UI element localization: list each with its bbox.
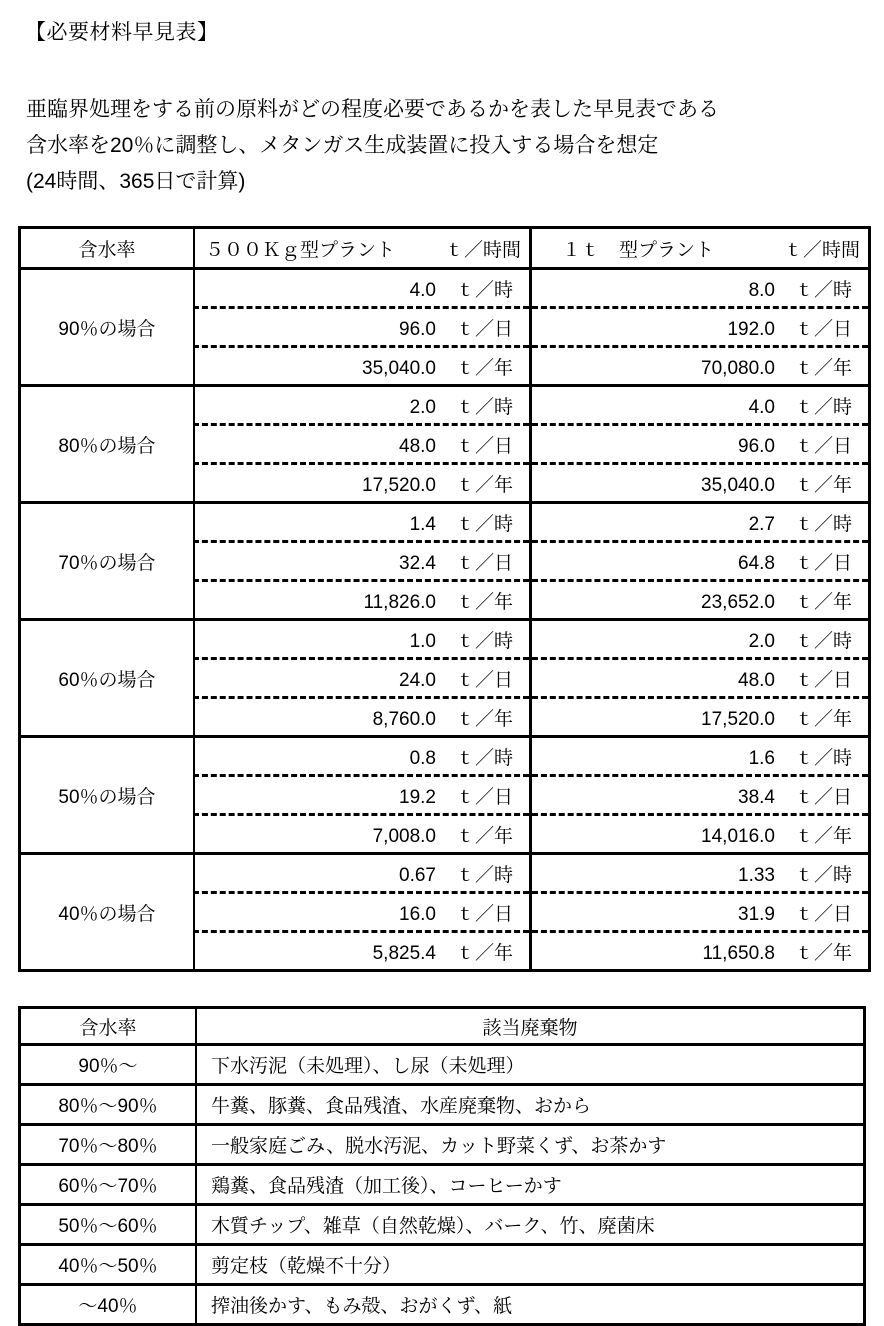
value: 11,650.8: [702, 942, 775, 964]
cell-50-500kg-hour: [194, 737, 531, 776]
value: 4.0: [409, 279, 436, 301]
value: 96.0: [738, 435, 775, 457]
unit-label: ｔ／日: [795, 552, 853, 574]
cell-40-1t-day: [531, 893, 870, 932]
waste-row-50-60: [20, 1205, 865, 1245]
moisture-label-40: 40％の場合: [20, 854, 195, 971]
row-70-hour: [20, 503, 870, 542]
page-title: 【必要材料早見表】: [25, 21, 219, 44]
range-label: ～40％: [20, 1285, 197, 1325]
unit-label: ｔ／時: [795, 513, 853, 535]
value: 14,016.0: [701, 825, 775, 847]
row-40-hour: [20, 854, 870, 893]
description-paragraph: [26, 92, 884, 200]
cell-60-500kg-hour: [194, 620, 531, 659]
unit-label: ｔ／時: [795, 396, 853, 418]
value: 35,040.0: [362, 357, 436, 379]
value: 17,520.0: [362, 474, 436, 496]
waste-row-40-50: [20, 1245, 865, 1285]
description-line-1: 亜臨界処理をする前の原料がどの程度必要であるかを表した早見表である: [26, 98, 719, 121]
unit-label: ｔ／年: [795, 357, 853, 379]
moisture-label-70: 70％の場合: [20, 503, 195, 620]
unit-label: ｔ／時: [456, 747, 514, 769]
unit-label: ｔ／時: [795, 279, 853, 301]
plant1t-name: １ｔ 型プラント: [562, 239, 715, 261]
description-line-2: 含水率を20％に調整し、メタンガス生成装置に投入する場合を想定: [26, 134, 659, 157]
unit-label: ｔ／時: [795, 630, 853, 652]
value: 96.0: [399, 318, 436, 340]
unit-label: ｔ／年: [456, 591, 514, 613]
plant1t-unit: ｔ／時間: [783, 239, 860, 261]
value: 35,040.0: [701, 474, 775, 496]
value: 2.7: [748, 513, 775, 535]
waste-category-table: [18, 1006, 866, 1326]
waste-list: 下水汚泥（未処理）、し尿（未処理）: [196, 1045, 865, 1085]
moisture-label-80: 80％の場合: [20, 386, 195, 503]
waste-table-header-row: [20, 1008, 865, 1045]
value: 24.0: [399, 669, 436, 691]
unit-label: ｔ／年: [456, 474, 514, 496]
unit-label: ｔ／日: [795, 318, 853, 340]
row-80-hour: [20, 386, 870, 425]
unit-label: ｔ／年: [795, 708, 853, 730]
value: 70,080.0: [701, 357, 775, 379]
value: 8,760.0: [372, 708, 436, 730]
unit-label: ｔ／日: [456, 903, 514, 925]
waste-row-90: [20, 1045, 865, 1085]
unit-label: ｔ／時: [456, 396, 514, 418]
cell-70-500kg-day: [194, 542, 531, 581]
value: 4.0: [748, 396, 775, 418]
cell-60-1t-year: [531, 698, 870, 737]
unit-label: ｔ／年: [795, 825, 853, 847]
value: 0.67: [399, 864, 436, 886]
cell-70-1t-hour: [531, 503, 870, 542]
unit-label: ｔ／日: [456, 669, 514, 691]
moisture-column-header: 含水率: [20, 1008, 197, 1045]
unit-label: ｔ／日: [456, 786, 514, 808]
range-label: 60％～70％: [20, 1165, 197, 1205]
plant-table-header-row: [20, 228, 870, 269]
value: 1.6: [748, 747, 775, 769]
cell-90-500kg-day: [194, 308, 531, 347]
waste-list: 鶏糞、食品残渣（加工後）、コーヒーかす: [196, 1165, 865, 1205]
range-label: 40％～50％: [20, 1245, 197, 1285]
cell-70-500kg-hour: [194, 503, 531, 542]
unit-label: ｔ／時: [795, 747, 853, 769]
unit-label: ｔ／日: [456, 552, 514, 574]
waste-list: 牛糞、豚糞、食品残渣、水産廃棄物、おから: [196, 1085, 865, 1125]
value: 32.4: [399, 552, 436, 574]
unit-label: ｔ／年: [456, 942, 514, 964]
cell-60-500kg-year: [194, 698, 531, 737]
value: 17,520.0: [701, 708, 775, 730]
cell-50-1t-hour: [531, 737, 870, 776]
cell-40-500kg-day: [194, 893, 531, 932]
cell-80-500kg-day: [194, 425, 531, 464]
cell-80-1t-hour: [531, 386, 870, 425]
waste-row-60-70: [20, 1165, 865, 1205]
cell-60-1t-day: [531, 659, 870, 698]
value: 64.8: [738, 552, 775, 574]
value: 23,652.0: [701, 591, 775, 613]
value: 1.0: [409, 630, 436, 652]
cell-50-1t-year: [531, 815, 870, 854]
value: 11,826.0: [363, 591, 436, 613]
description-line-3: (24時間、365日で計算): [26, 170, 246, 193]
cell-90-1t-hour: [531, 269, 870, 308]
unit-label: ｔ／日: [795, 903, 853, 925]
row-50-hour: [20, 737, 870, 776]
waste-row-80-90: [20, 1085, 865, 1125]
waste-list: 剪定枝（乾燥不十分）: [196, 1245, 865, 1285]
moisture-label-60: 60％の場合: [20, 620, 195, 737]
unit-label: ｔ／年: [456, 825, 514, 847]
unit-label: ｔ／時: [456, 513, 514, 535]
moisture-column-header: 含水率: [20, 228, 195, 269]
value: 1.33: [738, 864, 775, 886]
unit-label: ｔ／年: [456, 708, 514, 730]
range-label: 50％～60％: [20, 1205, 197, 1245]
cell-40-1t-year: [531, 932, 870, 971]
cell-70-1t-year: [531, 581, 870, 620]
unit-label: ｔ／日: [456, 318, 514, 340]
plant500-name: ５００Ｋｇ型プラント: [205, 239, 396, 261]
cell-80-500kg-year: [194, 464, 531, 503]
unit-label: ｔ／日: [795, 669, 853, 691]
value: 48.0: [399, 435, 436, 457]
cell-90-1t-year: [531, 347, 870, 386]
moisture-label-90: 90％の場合: [20, 269, 195, 386]
value: 5,825.4: [372, 942, 436, 964]
unit-label: ｔ／年: [456, 357, 514, 379]
cell-90-500kg-year: [194, 347, 531, 386]
cell-50-500kg-year: [194, 815, 531, 854]
cell-40-500kg-year: [194, 932, 531, 971]
value: 16.0: [399, 903, 436, 925]
row-60-hour: [20, 620, 870, 659]
unit-label: ｔ／時: [456, 630, 514, 652]
waste-row-under-40: [20, 1285, 865, 1325]
value: 31.9: [738, 903, 775, 925]
unit-label: ｔ／日: [795, 786, 853, 808]
value: 2.0: [748, 630, 775, 652]
moisture-label-50: 50％の場合: [20, 737, 195, 854]
value: 0.8: [409, 747, 436, 769]
unit-label: ｔ／日: [456, 435, 514, 457]
value: 48.0: [738, 669, 775, 691]
plant1t-column-header: [531, 228, 870, 269]
value: 7,008.0: [372, 825, 436, 847]
plant500-unit: ｔ／時間: [444, 239, 521, 261]
cell-50-500kg-day: [194, 776, 531, 815]
value: 38.4: [738, 786, 775, 808]
value: 2.0: [409, 396, 436, 418]
cell-60-1t-hour: [531, 620, 870, 659]
cell-90-500kg-hour: [194, 269, 531, 308]
value: 8.0: [748, 279, 775, 301]
cell-80-1t-year: [531, 464, 870, 503]
cell-40-500kg-hour: [194, 854, 531, 893]
row-90-hour: [20, 269, 870, 308]
range-label: 70％～80％: [20, 1125, 197, 1165]
cell-70-500kg-year: [194, 581, 531, 620]
waste-row-70-80: [20, 1125, 865, 1165]
cell-80-1t-day: [531, 425, 870, 464]
waste-list: 木質チップ、雑草（自然乾燥）、バーク、竹、廃菌床: [196, 1205, 865, 1245]
range-label: 80％～90％: [20, 1085, 197, 1125]
unit-label: ｔ／時: [456, 864, 514, 886]
cell-50-1t-day: [531, 776, 870, 815]
value: 19.2: [399, 786, 436, 808]
cell-70-1t-day: [531, 542, 870, 581]
cell-40-1t-hour: [531, 854, 870, 893]
value: 1.4: [409, 513, 436, 535]
unit-label: ｔ／年: [795, 474, 853, 496]
unit-label: ｔ／年: [795, 942, 853, 964]
waste-list: 一般家庭ごみ、脱水汚泥、カット野菜くず、お茶かす: [196, 1125, 865, 1165]
unit-label: ｔ／時: [795, 864, 853, 886]
waste-list: 搾油後かす、もみ殻、おがくず、紙: [196, 1285, 865, 1325]
cell-90-1t-day: [531, 308, 870, 347]
unit-label: ｔ／日: [795, 435, 853, 457]
cell-80-500kg-hour: [194, 386, 531, 425]
value: 192.0: [727, 318, 775, 340]
cell-60-500kg-day: [194, 659, 531, 698]
waste-column-header: 該当廃棄物: [196, 1008, 865, 1045]
range-label: 90％～: [20, 1045, 197, 1085]
plant-capacity-table: [18, 226, 871, 972]
unit-label: ｔ／時: [456, 279, 514, 301]
unit-label: ｔ／年: [795, 591, 853, 613]
plant500-column-header: [194, 228, 531, 269]
